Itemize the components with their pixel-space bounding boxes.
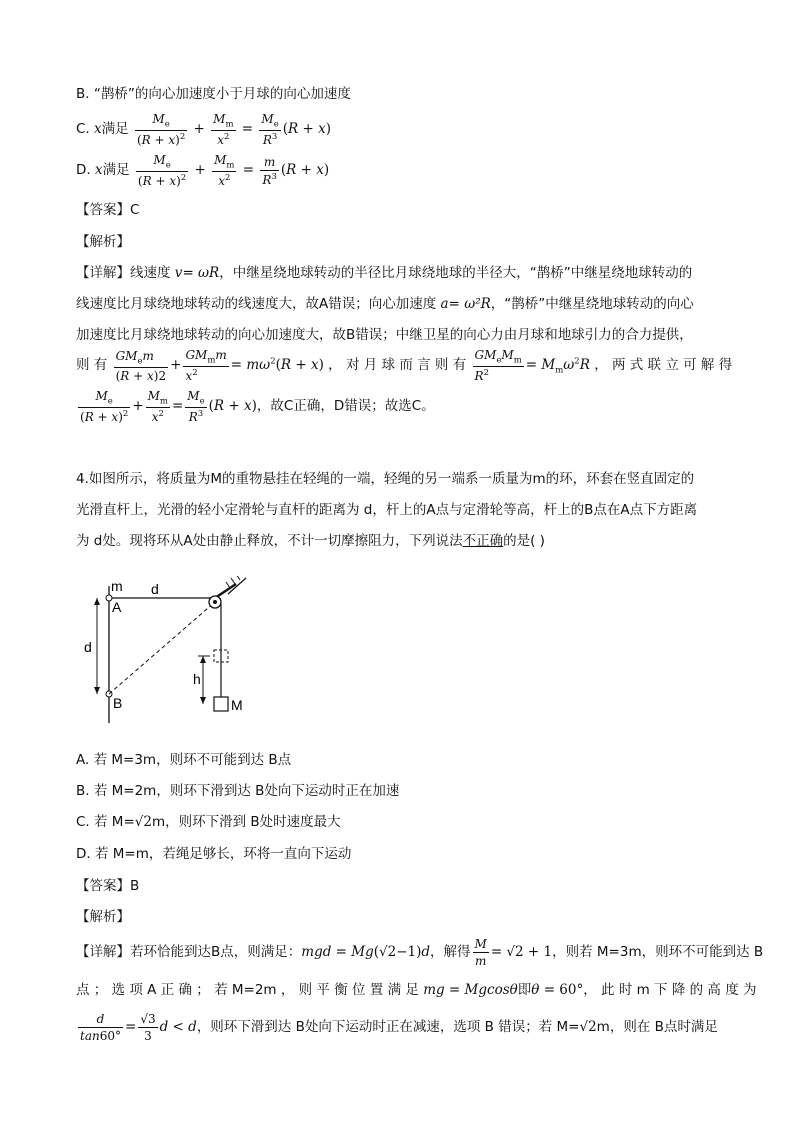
q3-detail-line2: 线速度比月球绕地球转动的线速度大，故A错误；向心加速度 a= ω²R，“鹊桥”中继星绕地球转动的向心 <box>76 296 694 312</box>
label-weight-m: M <box>231 697 243 713</box>
formula-equilibrium: mg = Mgcosθ <box>423 982 518 998</box>
q4-option-b: B. 若 M=2m，则环下滑到达 B处向下运动时正在加速 <box>76 783 400 799</box>
label-a: A <box>112 599 122 615</box>
q4-detail-line1: 【详解】若环恰能到达B点，则满足：mgd = Mg(√2−1)d，解得 $\frac{M}{m}$ = √2 + 1，则若 M=3m，则环不可能到达 B <box>76 937 764 968</box>
q4-stem-line1: 4.如图所示，将质量为M的重物悬挂在轻绳的一端，轻绳的另一端系一质量为m的环，环套在竖直固定的 <box>76 471 695 487</box>
q4-detail-line3: $\frac{d}{\tan 60^\circ}$ = $\frac{√3}{3}$ d < d，则环下滑到达 B处向下运动时正在减速，选项 B 错误；若 M=√2m，则在 B点时满足 <box>76 1012 718 1043</box>
formula-combined: $\frac{GM_em}{(R + x)2}$ + $\frac{GM_mm}{x^2}$ = $m\omega^2(R + x)$ <box>115 348 324 384</box>
q3-detail-line5: $\frac{M_e}{(R + x)^2}$ + $\frac{M_m}{x^2}$ = $\frac{M_e}{R^3}$ (R + x)，故C正确，D错误；故选C。 <box>76 389 435 424</box>
q3-analysis-label: 【解析】 <box>76 234 130 250</box>
ceiling-mount <box>228 578 246 594</box>
label-d-top: d <box>151 581 159 597</box>
q3-detail-line1: 【详解】线速度 v= ωR，中继星绕地球转动的半径比月球绕地球的半径大，“鹊桥”中继星绕地球转动的 <box>76 265 693 281</box>
q4-answer: 【答案】B <box>76 878 140 894</box>
formula-energy: mgd = Mg(√2−1)d <box>301 944 431 960</box>
q4-stem-line3: 为 d处。现将环从A处由静止释放，不计一切摩擦阻力，下列说法不正确的是( ) <box>76 533 545 549</box>
q3-answer: 【答案】C <box>76 202 140 218</box>
q3-option-b: B. “鹊桥”的向心加速度小于月球的向心加速度 <box>76 86 351 102</box>
arrow-up <box>94 598 100 605</box>
q4-option-c: C. 若 M=√2m，则环下滑到 B处时速度最大 <box>76 814 341 830</box>
weight-m-block <box>214 697 228 711</box>
q3-option-d: D. x满足 $\frac{M_e}{(R + x)^2}$ + $\frac{M_m}{x^2}$ = $\frac{m}{R^3}$ (R + x) <box>76 153 330 189</box>
formula-d: $\frac{M_e}{(R + x)^2}$ + $\frac{M_m}{x^2}$ = $\frac{m}{R^3}$ (R + x) <box>137 153 330 189</box>
option-d-label: D. <box>76 162 95 179</box>
q4-option-d: D. 若 M=m，若绳足够长，环将一直向下运动 <box>76 846 352 862</box>
formula-result: $\frac{M_e}{(R + x)^2}$ + $\frac{M_m}{x^2}$ = $\frac{M_e}{R^3}$ (R + x) <box>80 389 257 425</box>
formula-drop-height: $\frac{d}{\tan 60^\circ}$ = $\frac{√3}{3}$ d < d <box>80 1012 197 1043</box>
label-m: m <box>111 578 123 594</box>
satisfies-text: 满足 <box>101 121 129 138</box>
formula-c: $\frac{M_e}{(R + x)^2}$ + $\frac{M_m}{x^2}$ = $\frac{M_e}{R^3}$ (R + x) <box>136 112 332 148</box>
pulley-ring-diagram <box>78 576 258 726</box>
satisfies-text: 满足 <box>102 162 130 179</box>
label-h: h <box>193 671 201 687</box>
q3-detail-line4: 则 有 $\frac{GM_em}{(R + x)2}$ + $\frac{GM_mm}{x^2}$ = $m\omega^2(R + x)$ ， 对 月 球 而 言 则 有 $\frac{GM_eM_m}{R^2}$ = $M_m\omega^2R$ ， 两 式 联 立 可 解 得 <box>76 348 733 384</box>
q4-analysis-label: 【解析】 <box>76 909 130 925</box>
pulley-support <box>215 584 236 598</box>
formula-moon: $\frac{GM_eM_m}{R^2}$ = $M_m\omega^2R$ <box>474 348 590 384</box>
q3-option-c: C. x满足 $\frac{M_e}{(R + x)^2}$ + $\frac{M_m}{x^2}$ = $\frac{M_e}{R^3}$ (R + x) <box>76 112 332 148</box>
arrow-down <box>94 687 100 694</box>
q4-option-a: A. 若 M=3m，则环不可能到达 B点 <box>76 752 292 768</box>
q3-detail-line3: 加速度比月球绕地球转动的向心加速度大，故B错误；中继卫星的向心力由月球和地球引力的合力提供， <box>76 327 693 343</box>
q4-stem-line2: 光滑直杆上，光滑的轻小定滑轮与直杆的距离为 d，杆上的A点与定滑轮等高，杆上的B点在A点下方距离 <box>76 502 698 518</box>
label-d-side: d <box>84 639 92 655</box>
option-c-label: C. <box>76 121 95 138</box>
q4-detail-line2: 点 ； 选 项 A 正 确 ； 若 M=2m ， 则 平 衡 位 置 满 足 mg = Mgcosθ即θ = 60°， 此 时 m 下 降 的 高 度 为 <box>76 982 757 998</box>
formula-ratio: $\frac{M}{m}$ = √2 + 1 <box>474 937 553 968</box>
label-b: B <box>113 695 123 711</box>
